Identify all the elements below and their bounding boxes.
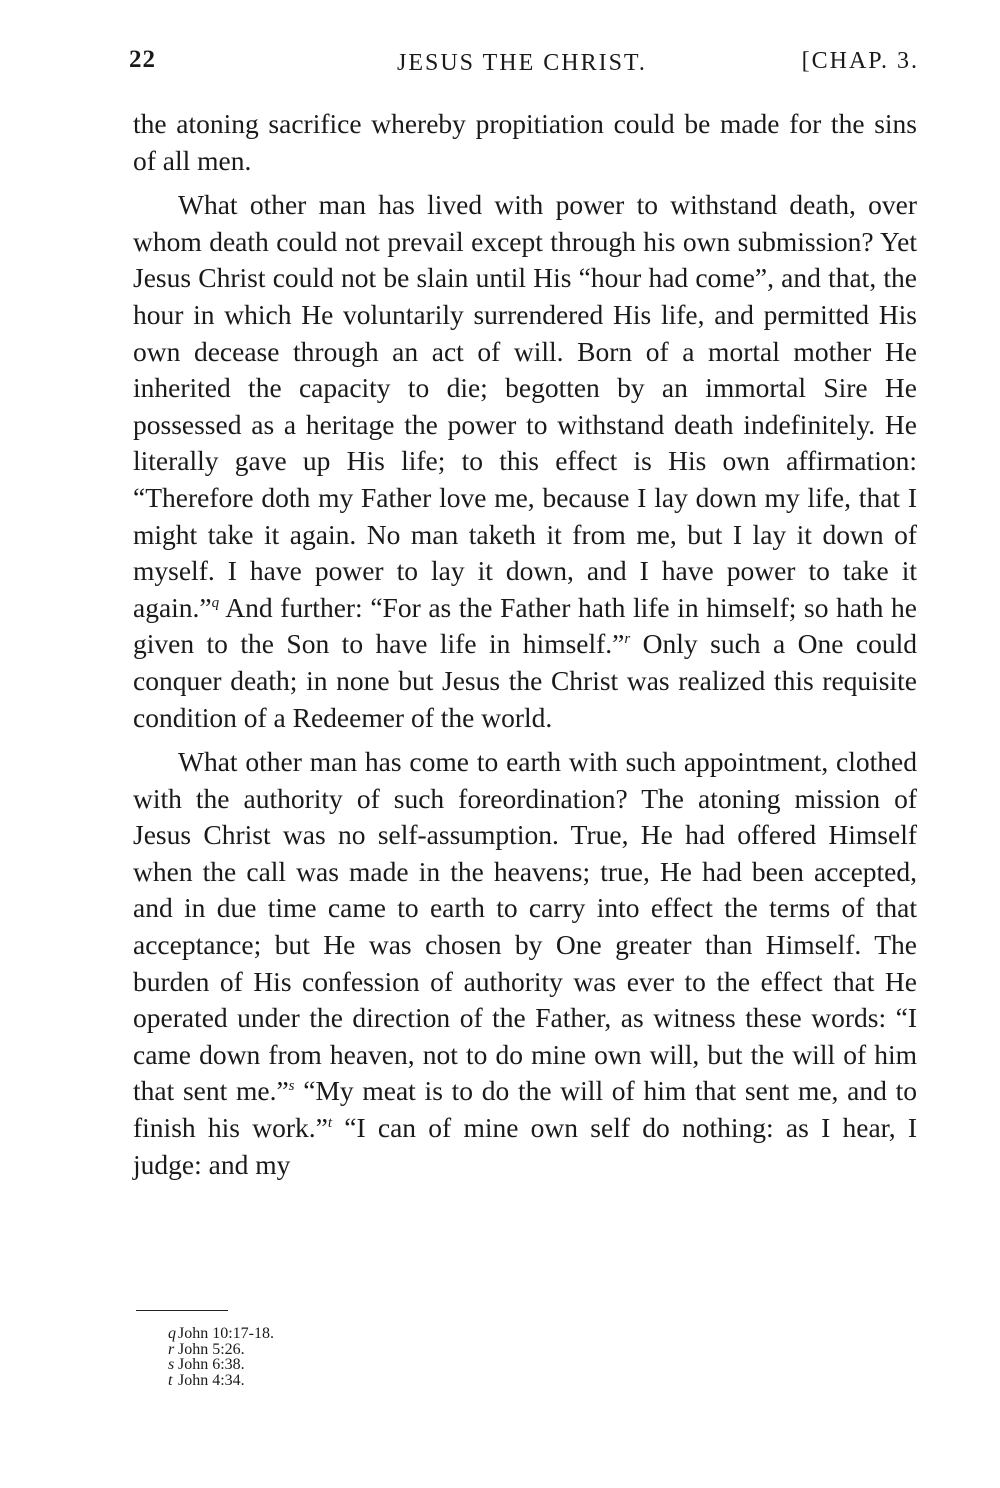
footnotes xyxy=(168,1326,274,1388)
footnote-reference: John 10:17-18. xyxy=(178,1325,274,1342)
footnote-reference: John 6:38. xyxy=(178,1356,245,1373)
book-page xyxy=(129,38,919,1191)
running-head xyxy=(129,38,919,78)
paragraph-text: “I can of mine own self do nothing: as I hear, I judge: and my xyxy=(133,1112,917,1180)
footnote-item xyxy=(168,1373,274,1389)
footnote-mark: q xyxy=(168,1325,176,1342)
footnote-marker[interactable]: r xyxy=(624,631,631,648)
paragraph-text: the atoning sacrifice whereby propitiation could be made for the sins of all men. xyxy=(133,108,917,176)
paragraph-text: And further: “For as the Father hath life in himself; so hath he given to the Son to have life in himself.” xyxy=(133,591,917,660)
running-title: JESUS THE CHRIST. xyxy=(397,50,647,76)
footnote-marker[interactable]: q xyxy=(211,594,220,611)
paragraph-text: What other man has come to earth with such appointment, clothed with the authority of such foreordination? The atoning mission of Jesus Christ was no self-assumption. True, He had offered Himself when the call was made in the heavens; true, He had been accepted, and in due time came to earth to carry into effect the terms of that acceptance; but He was chosen by One greater than Himself. The burden of His confession of authority was ever to the effect that He operated under the direction of the Father, as witness these words: “I came down from heaven, not to do mine own will, but the will of him that sent me.” xyxy=(133,746,917,1107)
body-text xyxy=(133,106,917,1183)
footnote-reference: John 5:26. xyxy=(178,1340,245,1358)
footnote-marker[interactable]: s xyxy=(288,1078,295,1095)
footnote-item xyxy=(168,1357,274,1373)
page-number: 22 xyxy=(129,46,156,73)
chapter-reference: [CHAP. 3. xyxy=(801,48,919,74)
footnote-mark: t xyxy=(168,1371,173,1389)
footnote-item xyxy=(168,1342,274,1358)
footnote-mark: r xyxy=(168,1340,175,1358)
paragraph-foreordination xyxy=(133,744,917,1183)
paragraph-power-over-death xyxy=(133,187,917,736)
footnote-marker[interactable]: t xyxy=(327,1115,333,1132)
footnote-divider xyxy=(136,1310,228,1311)
paragraph-continued xyxy=(133,106,917,179)
paragraph-text: “My meat is to do the will of him that sent me, and to finish his work.” xyxy=(133,1075,917,1144)
paragraph-text: Only such a One could conquer death; in none but Jesus the Christ was realized this requisite condition of a Redeemer of the world. xyxy=(133,628,918,733)
footnote-mark: s xyxy=(168,1356,175,1373)
paragraph-text: What other man has lived with power to withstand death, over whom death could not prevail except through his own submission? Yet Jesus Christ could not be slain until His “hour had come”, and that, the hour in which He voluntarily surrendered His life, and permitted His own decease through an act of will. Born of a mortal mother He inherited the capacity to die; begotten by an immortal Sire He possessed as a heritage the power to withstand death indefinitely. He literally gave up His life; to this effect is His own affirmation: “Therefore doth my Father love me, because I lay down my life, that I might take it again. No man taketh it from me, but I lay it down of myself. I have power to lay it down, and I have power to take it again.” xyxy=(133,189,917,623)
footnote-item xyxy=(168,1326,274,1342)
footnote-reference: John 4:34. xyxy=(178,1371,245,1389)
